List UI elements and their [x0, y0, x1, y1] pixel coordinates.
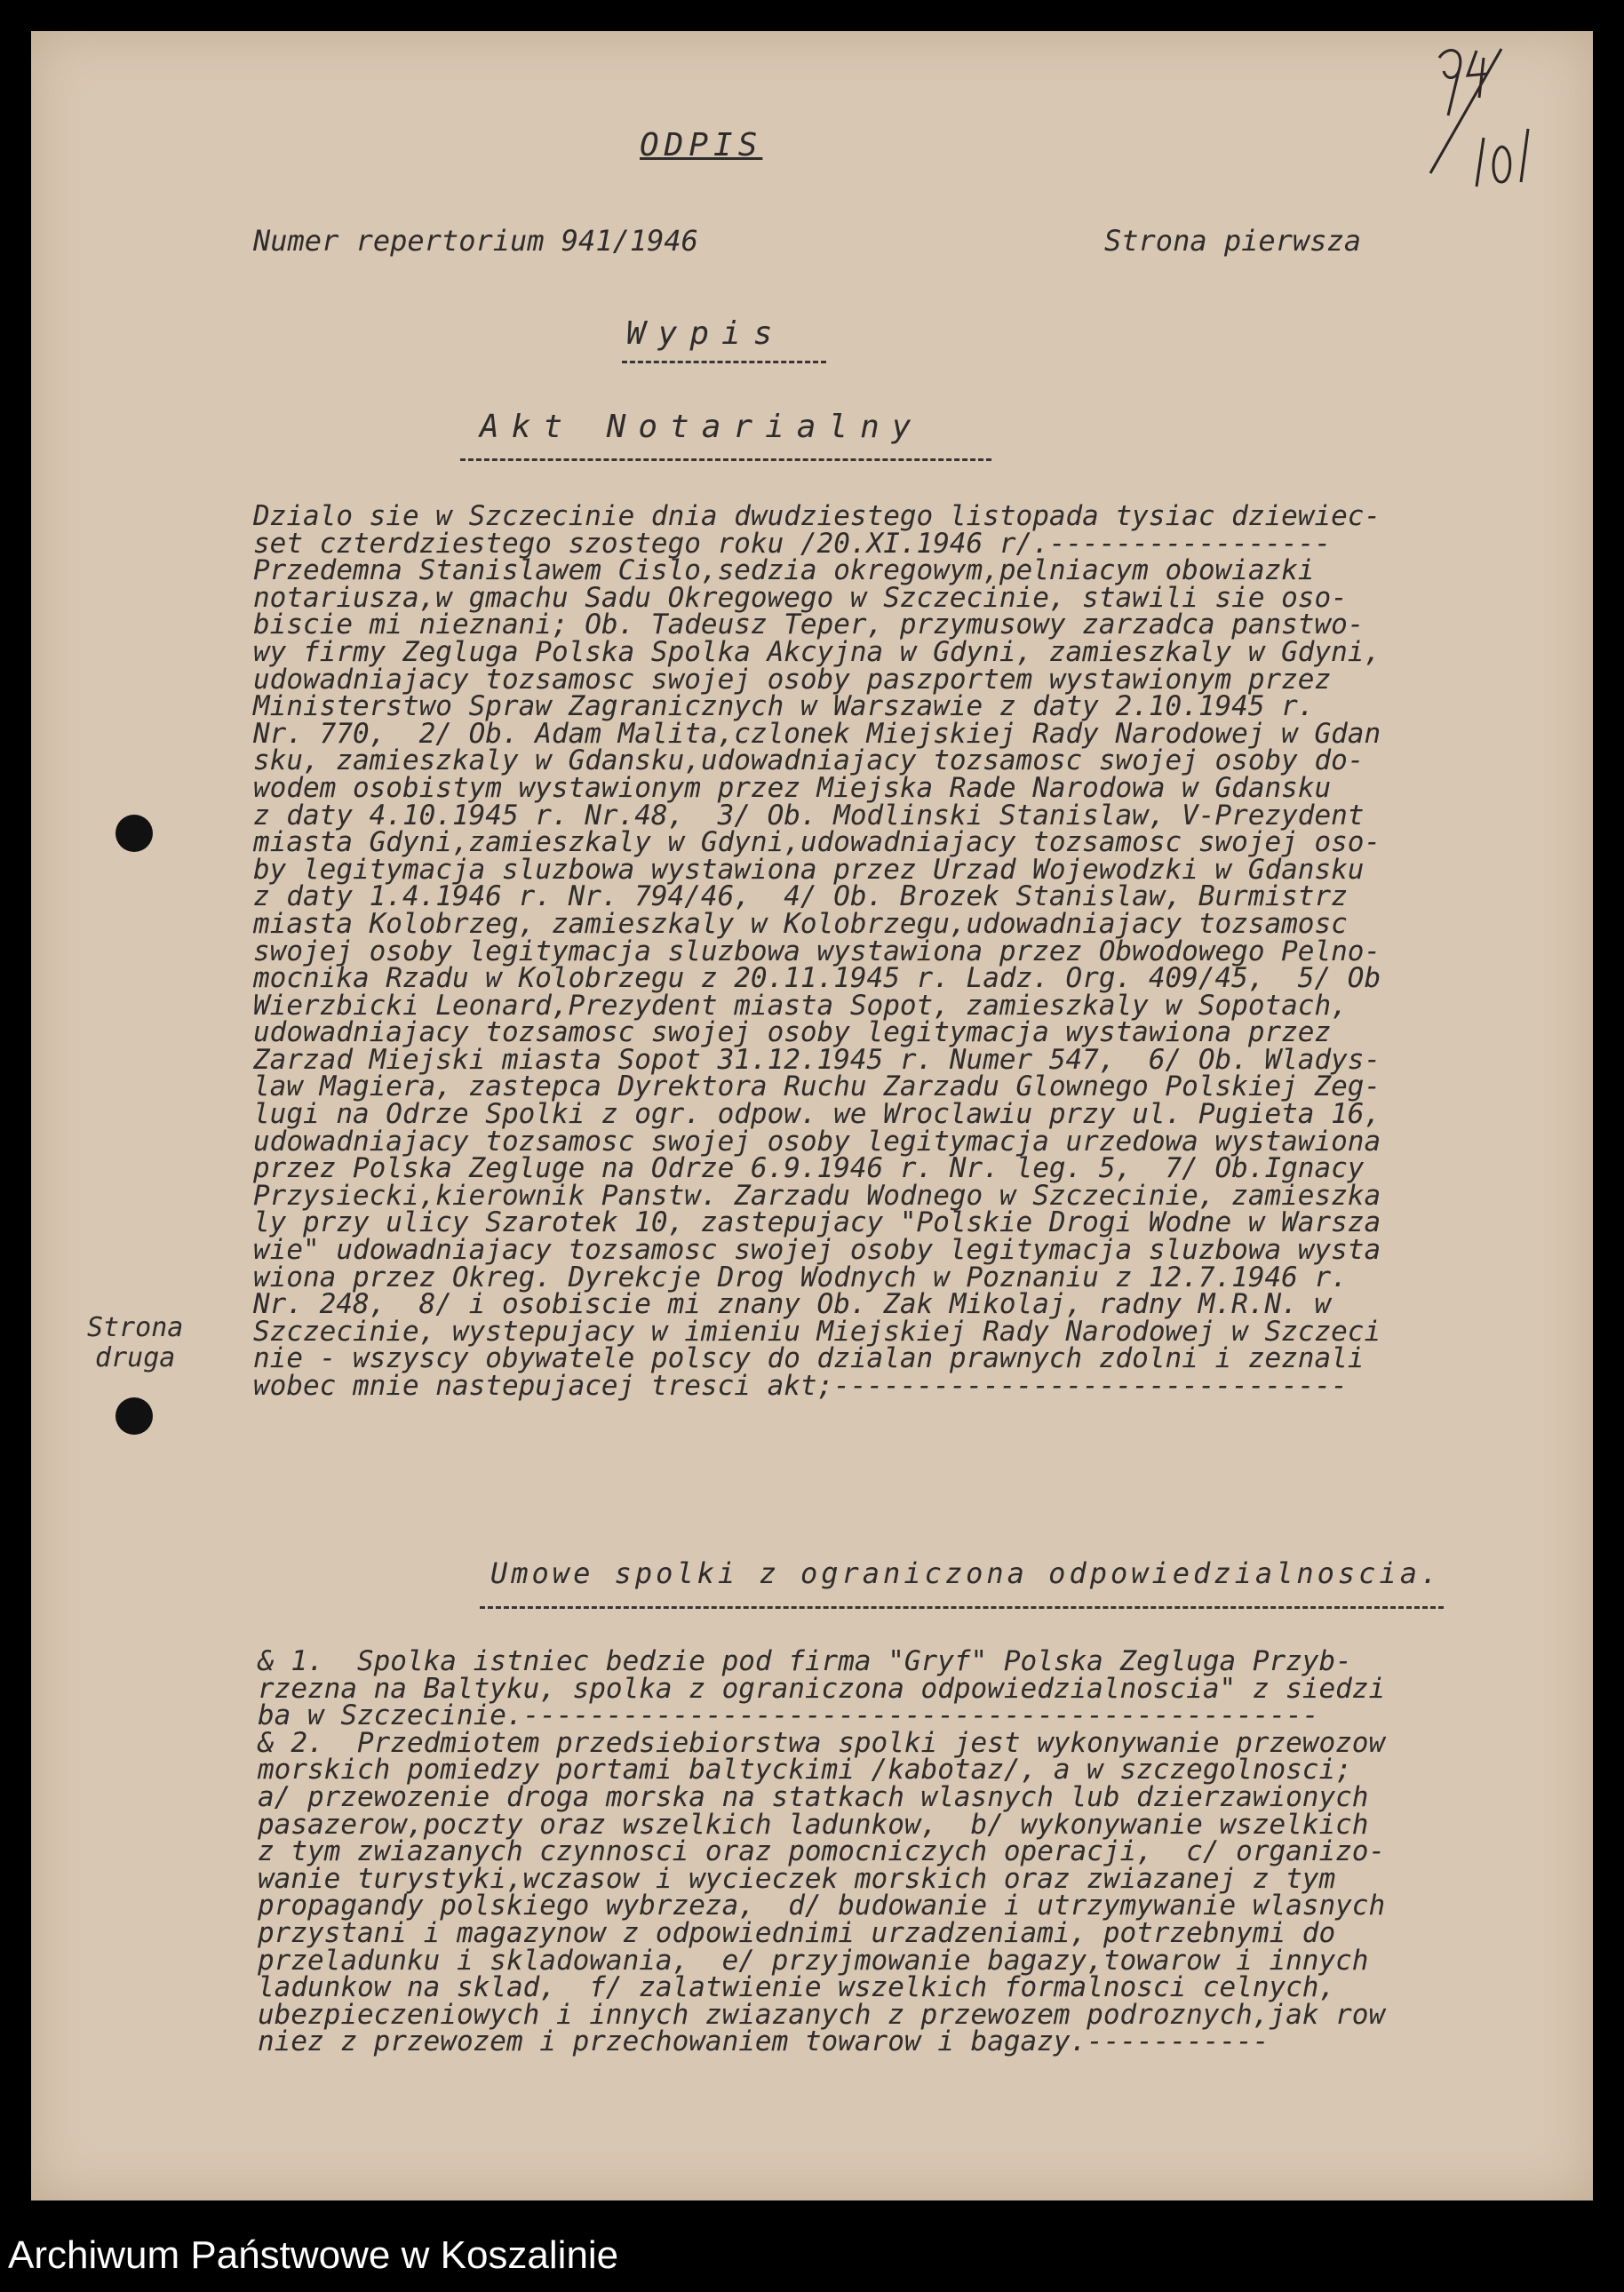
akt-heading: Akt Notarialny	[480, 409, 924, 445]
folio-number-handwritten	[1413, 40, 1555, 195]
punch-hole	[115, 1397, 153, 1435]
punch-hole	[115, 815, 153, 852]
agreement-heading: Umowe spolki z ograniczona odpowiedzialnoscia.	[490, 1556, 1442, 1590]
akt-underline	[460, 458, 991, 461]
wypis-underline	[622, 361, 826, 363]
archive-name: Archiwum Państwowe w Koszalinie	[8, 2233, 619, 2277]
margin-page-note: Strona druga	[87, 1312, 184, 1373]
wypis-heading: Wypis	[626, 315, 785, 352]
repertorium-number: Numer repertorium 941/1946	[253, 224, 698, 258]
document-title: ODPIS	[640, 127, 763, 163]
deed-body-text: Dzialo sie w Szczecinie dnia dwudziestego listopada tysiac dziewiec- set czterdziestego szostego roku /20.XI.1946 r/.----------------- Przedemna Stanislawem Cislo,sedzia okregowym,pelniacym obowiazki notariusza,w gmachu Sadu Okregowego w Szczecinie, stawili sie oso- biscie mi nieznani; Ob. Tadeusz Teper, przymusowy zarzadca panstwo- wy firmy Zegluga Polska Spolka Akcyjna w Gdyni, zamieszkaly w Gdyni, udowadniajacy tozsamosc swojej osoby paszportem wystawionym przez Ministerstwo Spraw Zagranicznych w Warszawie z daty 2.10.1945 r. Nr. 770, 2/ Ob. Adam Malita,czlonek Miejskiej Rady Narodowej w Gdan sku, zamieszkaly w Gdansku,udowadniajacy tozsamosc swojej osoby do- wodem osobistym wystawionym przez Miejska Rade Narodowa w Gdansku z daty 4.10.1945 r. Nr.48, 3/ Ob. Modlinski Stanislaw, V-Prezydent miasta Gdyni,zamieszkaly w Gdyni,udowadniajacy tozsamosc swojej oso- by legitymacja sluzbowa wystawiona przez Urzad Wojewodzki w Gdansku z daty 1.4.1946 r. Nr. 794/46, 4/ Ob. Brozek Stanislaw, Burmistrz miasta Kolobrzeg, zamieszkaly w Kolobrzegu,udowadniajacy tozsamosc swojej osoby legitymacja sluzbowa wystawiona przez Obwodowego Pelno- mocnika Rzadu w Kolobrzegu z 20.11.1945 r. Ladz. Org. 409/45, 5/ Ob Wierzbicki Leonard,Prezydent miasta Sopot, zamieszkaly w Sopotach, udowadniajacy tozsamosc swojej osoby legitymacja wystawiona przez Zarzad Miejski miasta Sopot 31.12.1945 r. Numer 547, 6/ Ob. Wladys- law Magiera, zastepca Dyrektora Ruchu Zarzadu Glownego Polskiej Zeg- lugi na Odrze Spolki z ogr. odpow. we Wroclawiu przy ul. Pugieta 16, udowadniajacy tozsamosc swojej osoby legitymacja urzedowa wystawiona przez Polska Zegluge na Odrze 6.9.1946 r. Nr. leg. 5, 7/ Ob.Ignacy Przysiecki,kierownik Panstw. Zarzadu Wodnego w Szczecinie, zamieszka ly przy ulicy Szarotek 10, zastepujacy "Polskie Drogi Wodne w Warsza wie" udowadniajacy tozsamosc swojej osoby legitymacja sluzbowa wysta wiona przez Okreg. Dyrekcje Drog Wodnych w Poznaniu z 12.7.1946 r. Nr. 248, 8/ i osobiscie mi znany Ob. Zak Mikolaj, radny M.R.N. w Szczecinie, wystepujacy w imieniu Miejskiej Rady Narodowej w Szczeci nie - wszyscy obywatele polscy do dzialan prawnych zdolni i zeznali wobec mnie nastepujacej tresci akt;-------------------------------	[253, 500, 1381, 1402]
agreement-underline	[480, 1606, 1444, 1609]
agreement-body-text: & 1. Spolka istniec bedzie pod firma "Gryf" Polska Zegluga Przyb- rzezna na Baltyku, spolka z ograniczona odpowiedzialnoscia" z siedzi ba w Szczecinie.------------------------------------------------ & 2. Przedmiotem przedsiebiorstwa spolki jest wykonywanie przewozow morskich pomiedzy portami baltyckimi /kabotaz/, a w szczegolnosci; a/ przewozenie droga morska na statkach wlasnych lub dzierzawionych pasazerow,poczty oraz wszelkich ladunkow, b/ wykonywanie wszelkich z tym zwiazanych czynnosci oraz pomocniczych operacji, c/ organizo- wanie turystyki,wczasow i wycieczek morskich oraz zwiazanej z tym propagandy polskiego wybrzeza, d/ budowanie i utrzymywanie wlasnych przystani i magazynow z odpowiednimi urzadzeniami, potrzebnymi do przeladunku i skladowania, e/ przyjmowanie bagazy,towarow i innych ladunkow na sklad, f/ zalatwienie wszelkich formalnosci celnych, ubezpieczeniowych i innych zwiazanych z przewozem podroznych,jak row niez z przewozem i przechowaniem towarow i bagazy.-----------	[258, 1645, 1386, 2058]
page-label: Strona pierwsza	[1104, 224, 1361, 258]
